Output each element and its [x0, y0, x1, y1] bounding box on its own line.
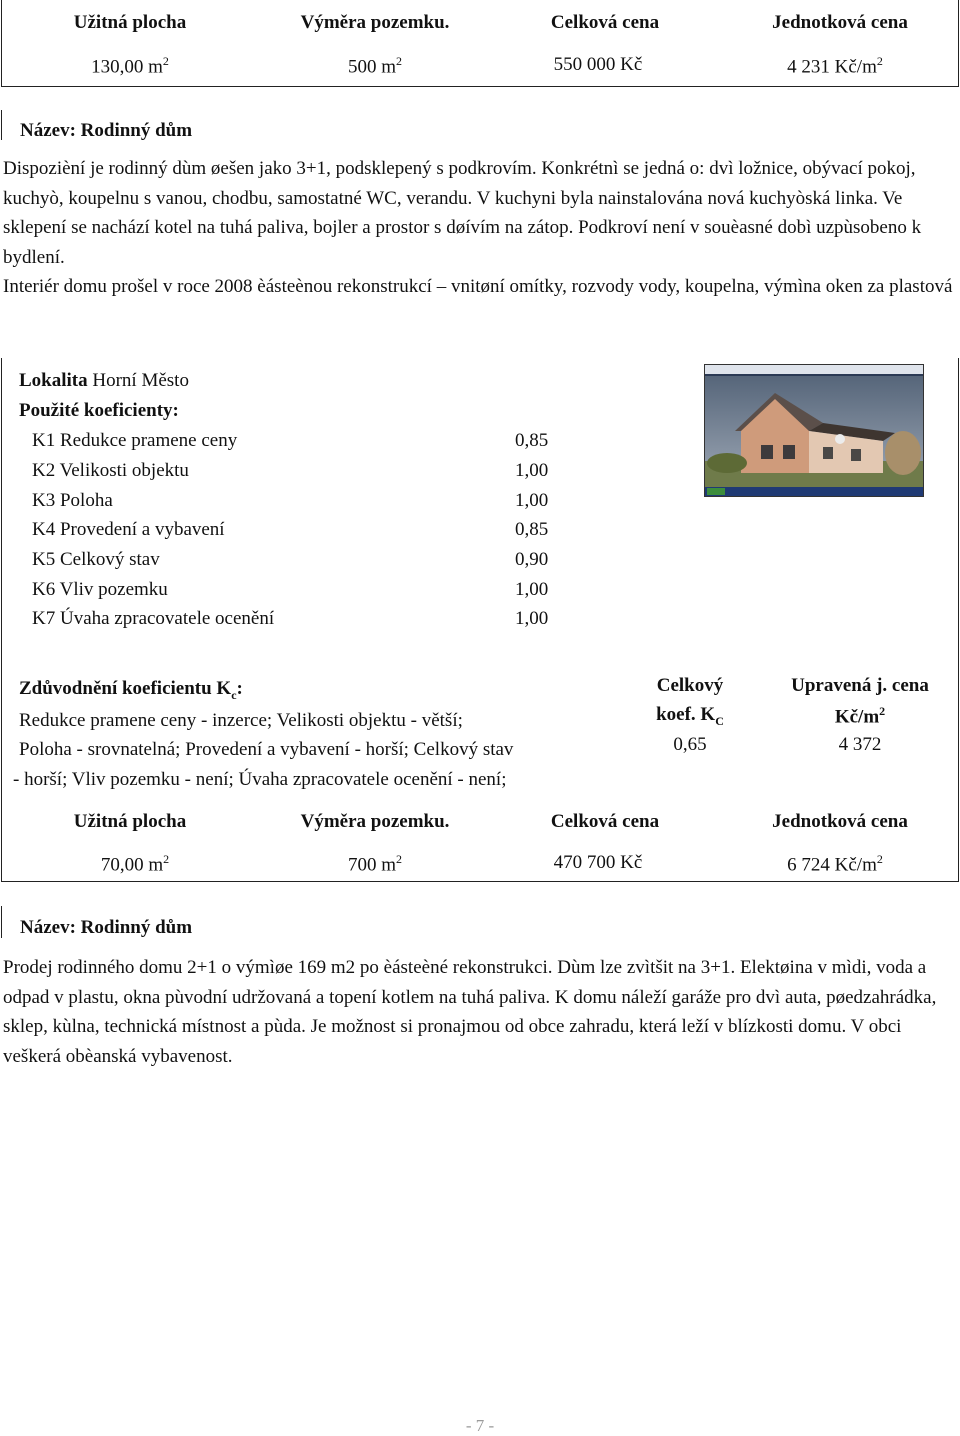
adjusted-price-unit: $Kč/m^2$: [834, 704, 886, 728]
coefficient-value: 0,90: [515, 549, 549, 570]
property-1-description: [3, 154, 953, 302]
house-photo: [704, 364, 924, 497]
table-1-header: Celková cena: [550, 12, 660, 33]
coefficient-value: 0,85: [515, 519, 549, 540]
property-1-paragraph-1: Dispozièní je rodinný dùm øešen jako 3+1, podsklepený s podkrovím. Konkrétnì se jedná o: dvì ložnice, obývací pokoj, kuchyò, koupelnu s vanou, chodbu, samostatné WC, verandu. V kuchyni byla nainstalována nová kuchyòská linka. Ve sklepení se nachází kotel na tuhá paliva, bojler a prostor s døívím na zátop. Podkroví není v souèasné dobì uzpùsobeno k bydlení.: [3, 158, 922, 268]
coefficient-name: K4 Provedení a vybavení: [32, 519, 225, 540]
table-1-value: 4 231 $Kč/m^2$: [787, 54, 883, 78]
table-1-header: Výměra pozemku.: [300, 12, 450, 33]
adjusted-price-label: Upravená j. cena: [791, 675, 929, 696]
coefficient-value: 1,00: [515, 460, 549, 481]
justification-heading: Zdůvodnění koeficientu $K_c$:: [19, 678, 243, 702]
adjusted-price-value: 4 372: [838, 734, 882, 755]
table-2-header: Výměra pozemku.: [300, 811, 450, 832]
total-coefficient-label: koef. $K_C$: [656, 704, 724, 728]
property-1-paragraph-2: Interiér domu prošel v roce 2008 èásteènou rekonstrukcí – vnitøní omítky, rozvody vody, koupelna, výmìna oken za plastová: [3, 276, 953, 297]
location-label: Lokalita: [19, 370, 88, 391]
table-1-value: 550 000 Kč: [553, 54, 643, 75]
page-number: - 7 -: [465, 1416, 495, 1435]
total-coefficient-label: Celkový: [656, 675, 724, 696]
coefficient-value: 0,85: [515, 430, 549, 451]
property-2-paragraph: Prodej rodinného domu 2+1 o výmìøe 169 m2 po èásteèné rekonstrukci. Dùm lze zvìtšit na 3+1. Elektøina v mìdi, voda a odpad v plastu, okna pùvodní udržovaná a topení kotlem na tuhá paliva. K domu náleží garáže pro dvì auta, pøedzahrádka, sklep, kùlna, technická místnost a pùda. Je možnost si pronajmou od obce zahradu, která leží v blízkosti domu. V obci veškerá obèanská vybavenost.: [3, 957, 937, 1067]
table-1-value: 500 $m^2$: [347, 54, 403, 78]
property-1-title: Název: Rodinný dům: [20, 120, 193, 141]
table-2-header: Jednotková cena: [772, 811, 908, 832]
property-2-description: [3, 953, 953, 1071]
table-2-value: 70,00 $m^2$: [100, 852, 170, 876]
total-coefficient-value: 0,65: [673, 734, 707, 755]
coefficient-name: K1 Redukce pramene ceny: [32, 430, 238, 451]
justification-line: Redukce pramene ceny - inzerce; Velikosti objektu - větší;: [19, 710, 463, 731]
table-1-header: Jednotková cena: [772, 12, 908, 33]
property-2-title: Název: Rodinný dům: [20, 917, 193, 938]
table-2-value: 6 724 $Kč/m^2$: [787, 852, 883, 876]
table-2-header: Užitná plocha: [73, 811, 187, 832]
justification-line: Poloha - srovnatelná; Provedení a vybavení - horší; Celkový stav: [19, 739, 514, 760]
coefficient-value: 1,00: [515, 579, 549, 600]
table-2-value: 700 $m^2$: [347, 852, 403, 876]
justification-line: - horší; Vliv pozemku - není; Úvaha zpracovatele ocenění - není;: [13, 769, 507, 790]
table-1-header: Užitná plocha: [73, 12, 187, 33]
coefficient-name: K7 Úvaha zpracovatele ocenění: [32, 608, 275, 629]
coefficient-name: K6 Vliv pozemku: [32, 579, 168, 600]
location-value: Horní Město: [92, 370, 189, 391]
coefficients-heading: Použité koeficienty:: [19, 400, 179, 421]
coefficient-name: K2 Velikosti objektu: [32, 460, 189, 481]
table-2-header: Celková cena: [550, 811, 660, 832]
coefficient-value: 1,00: [515, 490, 549, 511]
location: [19, 370, 189, 392]
coefficient-name: K3 Poloha: [32, 490, 113, 511]
table-2-value: 470 700 Kč: [553, 852, 643, 873]
table-1-value: 130,00 $m^2$: [91, 54, 169, 78]
coefficient-name: K5 Celkový stav: [32, 549, 160, 570]
house-photo-illustration: [705, 365, 923, 496]
coefficient-value: 1,00: [515, 608, 549, 629]
